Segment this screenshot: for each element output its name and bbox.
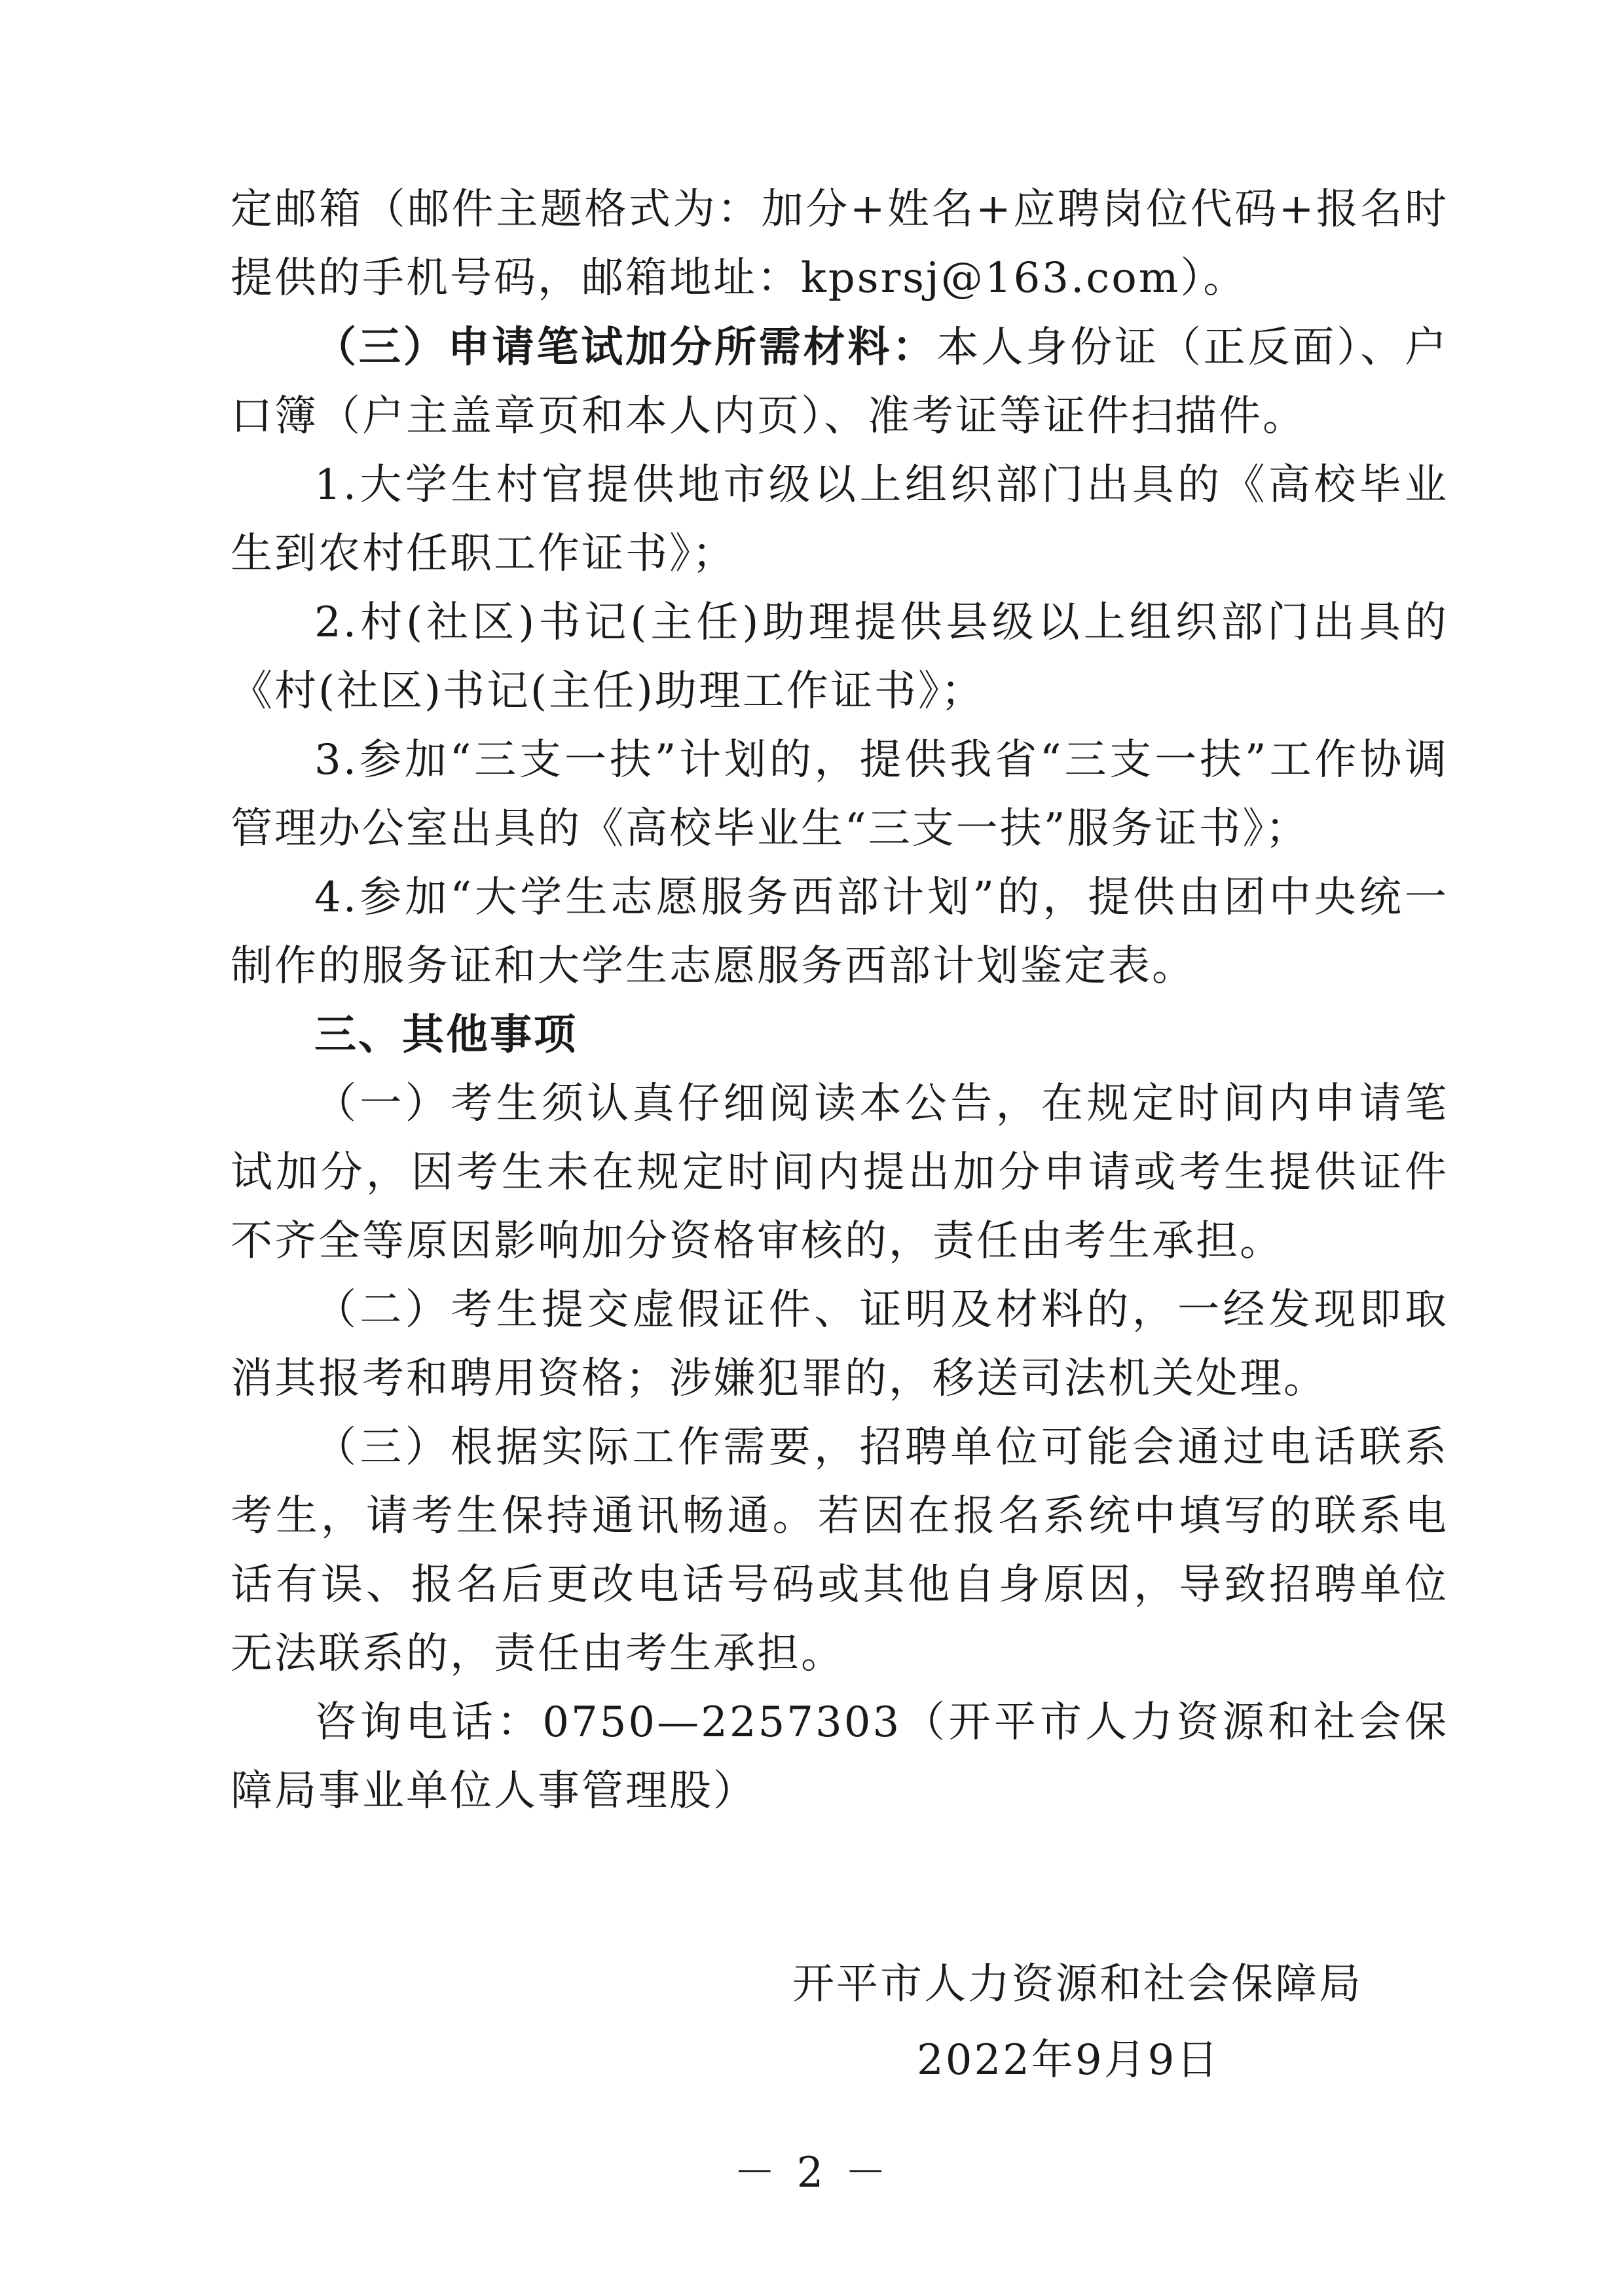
paragraph-other-2: （二）考生提交虚假证件、证明及材料的，一经发现即取消其报考和聘用资格；涉嫌犯罪的，移送司法机关处理。 xyxy=(231,1286,1449,1403)
paragraph-other-1: （一）考生须认真仔细阅读本公告，在规定时间内申请笔试加分，因考生未在规定时间内提出加分申请或考生提供证件不齐全等原因影响加分资格审核的，责任由考生承担。 xyxy=(231,1080,1449,1266)
page-number: － 2 － xyxy=(733,2149,891,2197)
paragraph-item-4-western-volunteer: 4.参加“大学生志愿服务西部计划”的，提供由团中央统一制作的服务证和大学生志愿服务西部计划鉴定表。 xyxy=(231,873,1449,991)
document-body xyxy=(231,175,1449,1826)
signature-organization: 开平市人力资源和社会保障局 xyxy=(792,1960,1363,2009)
paragraph-email-instructions: 定邮箱（邮件主题格式为：加分+姓名+应聘岗位代码+报名时提供的手机号码，邮箱地址：kpsrsj@163.com）。 xyxy=(231,185,1449,302)
paragraph-contact-phone: 咨询电话：0750—2257303（开平市人力资源和社会保障局事业单位人事管理股） xyxy=(231,1698,1449,1815)
paragraph-item-2-community-assistant: 2.村(社区)书记(主任)助理提供县级以上组织部门出具的《村(社区)书记(主任)助理工作证书》； xyxy=(231,598,1449,716)
paragraph-item-3-three-supports: 3.参加“三支一扶”计划的，提供我省“三支一扶”工作协调管理办公室出具的《高校毕业生“三支一扶”服务证书》； xyxy=(231,736,1449,853)
materials-lead-heading: （三）申请笔试加分所需材料： xyxy=(314,323,937,372)
paragraph-other-3: （三）根据实际工作需要，招聘单位可能会通过电话联系考生，请考生保持通讯畅通。若因在报名系统中填写的联系电话有误、报名后更改电话号码或其他自身原因，导致招聘单位无法联系的，责任由考生承担。 xyxy=(231,1423,1449,1678)
paragraph-item-1-village-official: 1.大学生村官提供地市级以上组织部门出具的《高校毕业生到农村任职工作证书》； xyxy=(231,461,1449,578)
signature-date: 2022年9月9日 xyxy=(917,2036,1221,2085)
materials-lead-text: 本人身份证（正反面）、户口簿（户主盖章页和本人内页）、准考证等证件扫描件。 xyxy=(231,323,1449,441)
section-heading-other-matters: 三、其他事项 xyxy=(314,1011,578,1059)
paragraph-materials-required xyxy=(231,313,1449,451)
